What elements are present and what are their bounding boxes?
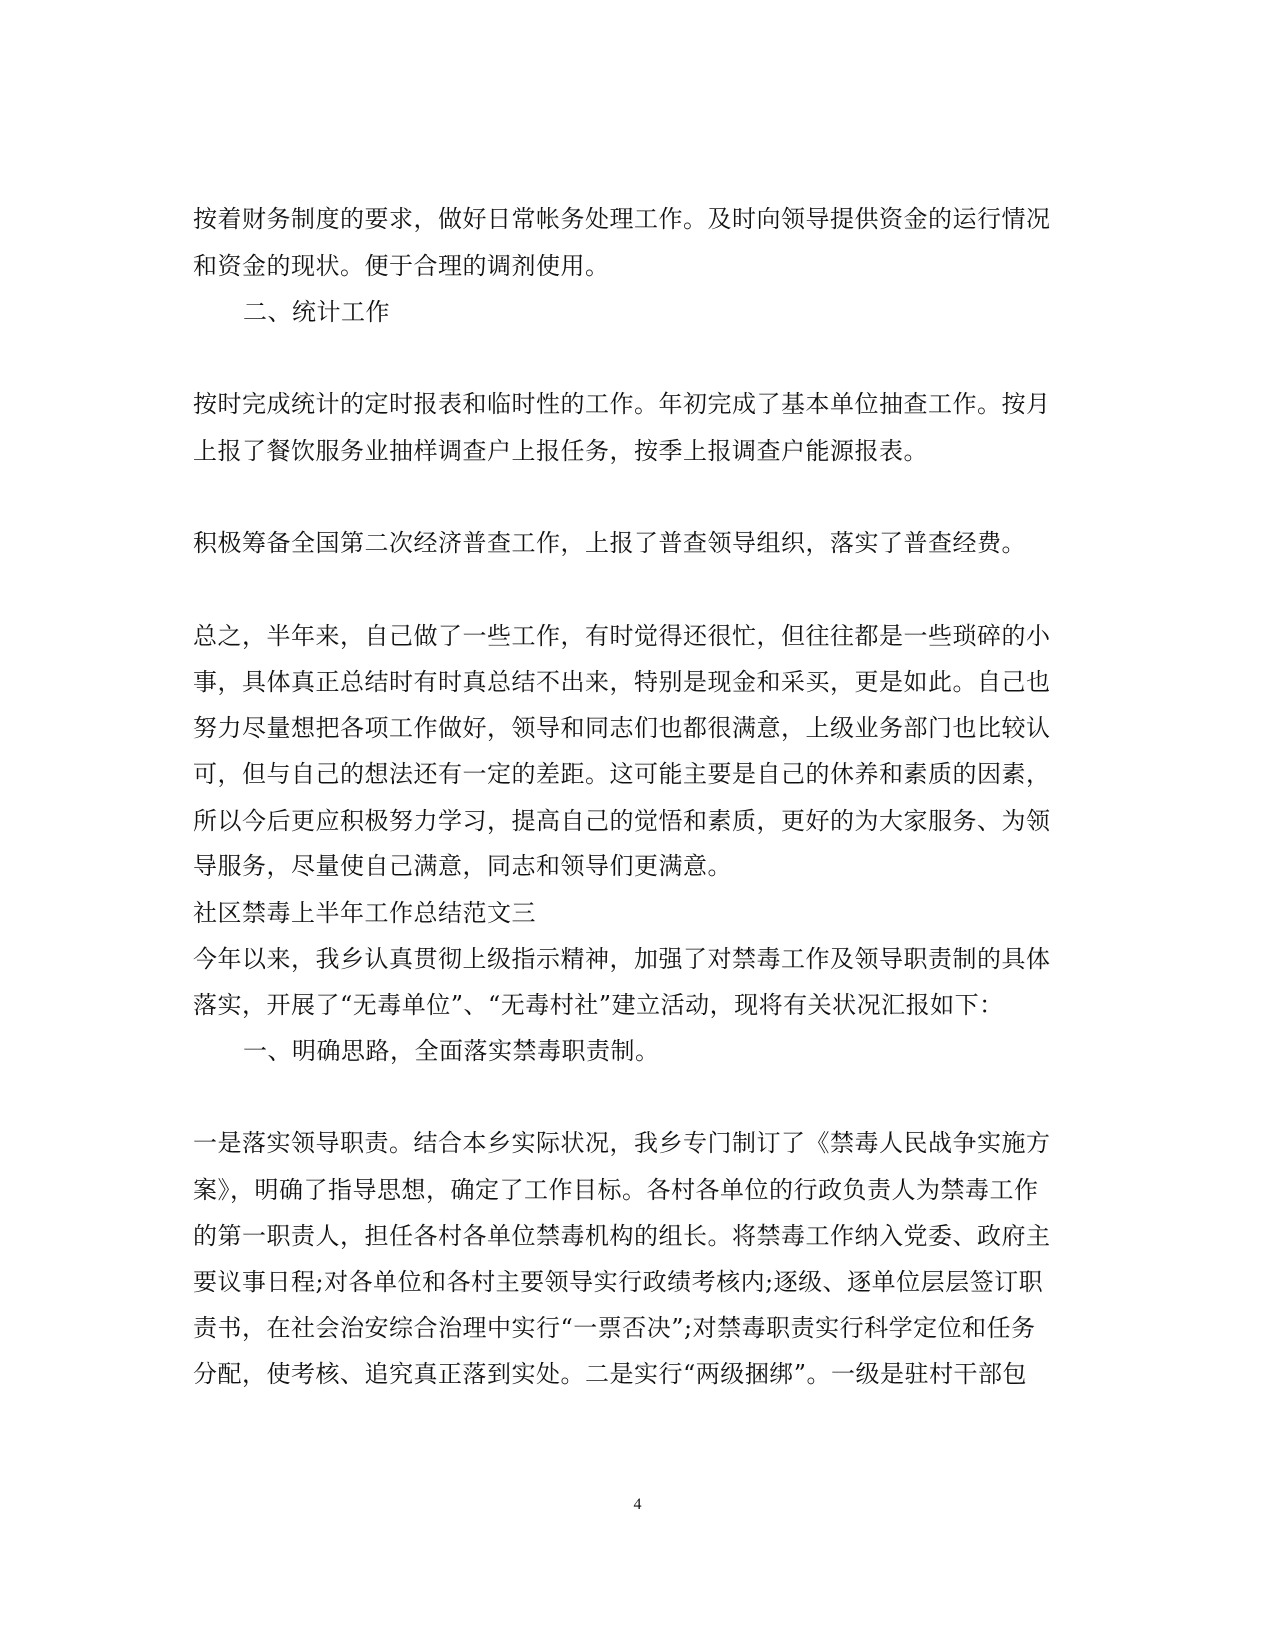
text-line: 责书，在社会治安综合治理中实行“一票否决”;对禁毒职责实行科学定位和任务 <box>193 1314 1036 1342</box>
section-title: 社区禁毒上半年工作总结范文三 <box>193 899 536 927</box>
text-line: 按着财务制度的要求，做好日常帐务处理工作。及时向领导提供资金的运行情况 <box>193 205 1051 233</box>
text-line: 上报了餐饮服务业抽样调查户上报任务，按季上报调查户能源报表。 <box>193 437 928 465</box>
text-line: 分配，使考核、追究真正落到实处。二是实行“两级捆绑”。一级是驻村干部包 <box>193 1360 1028 1388</box>
text-line: 落实，开展了“无毒单位”、“无毒村社”建立活动，现将有关状况汇报如下： <box>193 991 1004 1019</box>
text-line: 和资金的现状。便于合理的调剂使用。 <box>193 252 610 280</box>
section-heading: 一、明确思路，全面落实禁毒职责制。 <box>243 1037 660 1065</box>
text-line: 一是落实领导职责。结合本乡实际状况，我乡专门制订了《禁毒人民战争实施方 <box>193 1129 1051 1157</box>
text-line: 积极筹备全国第二次经济普查工作，上报了普查领导组织，落实了普查经费。 <box>193 529 1026 557</box>
text-line: 可，但与自己的想法还有一定的差距。这可能主要是自己的休养和素质的因素， <box>193 760 1051 788</box>
text-line: 努力尽量想把各项工作做好，领导和同志们也都很满意，上级业务部门也比较认 <box>193 714 1051 742</box>
text-line: 所以今后更应积极努力学习，提高自己的觉悟和素质，更好的为大家服务、为领 <box>193 807 1051 835</box>
page-number: 4 <box>633 1496 642 1513</box>
text-line: 的第一职责人，担任各村各单位禁毒机构的组长。将禁毒工作纳入党委、政府主 <box>193 1222 1051 1250</box>
text-line: 总之，半年来，自己做了一些工作，有时觉得还很忙，但往往都是一些琐碎的小 <box>193 622 1051 650</box>
text-line: 今年以来，我乡认真贯彻上级指示精神，加强了对禁毒工作及领导职责制的具体 <box>193 945 1051 973</box>
section-heading: 二、统计工作 <box>243 298 390 326</box>
text-line: 事，具体真正总结时有时真总结不出来，特别是现金和采买，更是如此。自己也 <box>193 668 1051 696</box>
text-line: 案》，明确了指导思想，确定了工作目标。各村各单位的行政负责人为禁毒工作 <box>193 1176 1039 1204</box>
text-line: 按时完成统计的定时报表和临时性的工作。年初完成了基本单位抽查工作。按月 <box>193 390 1051 418</box>
text-line: 导服务，尽量使自己满意，同志和领导们更满意。 <box>193 852 732 880</box>
text-line: 要议事日程;对各单位和各村主要领导实行政绩考核内;逐级、逐单位层层签订职 <box>193 1268 1044 1296</box>
